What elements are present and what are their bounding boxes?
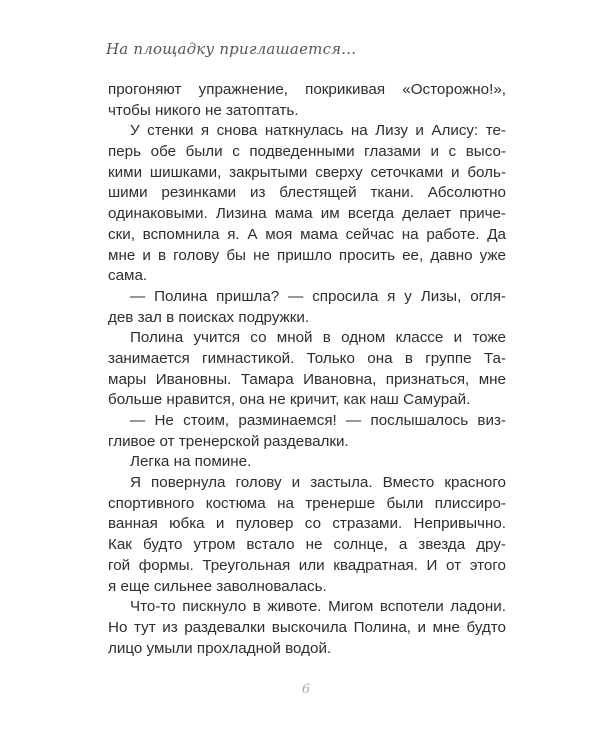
text-line: я еще сильнее заволновалась. (108, 577, 327, 595)
text-line: ски, вспомнила я. А моя мама сейчас на работе. Да (108, 225, 506, 243)
page-number: 6 (301, 682, 311, 697)
paragraph (108, 411, 506, 452)
text-line: Как будто утром встало не солнце, а звезда дру- (108, 536, 506, 554)
running-header: На площадку приглашается... (106, 40, 357, 58)
text-line: Полина учится со мной в одном классе и тоже (130, 329, 506, 347)
text-line: Я повернула голову и застыла. Вместо красного (130, 474, 506, 492)
text-line: У стенки я снова наткнулась на Лизу и Алису: те- (130, 122, 506, 140)
body-text (108, 80, 506, 659)
text-line: кими шишками, закрытыми сверху сеточками и боль- (108, 163, 506, 181)
text-line: перь обе были с подведенными глазами и с высо- (108, 143, 506, 161)
paragraph (108, 287, 506, 328)
paragraph (108, 452, 506, 473)
text-line: — Полина пришла? — спросила я у Лизы, огля- (130, 287, 506, 305)
text-line: мне и в голову бы не пришло просить ее, давно уже (108, 246, 506, 264)
text-line: больше нравится, она не кричит, как наш Самурай. (108, 391, 471, 409)
text-line: сама. (108, 267, 148, 285)
text-line: шими резинками из блестящей ткани. Абсолютно (108, 184, 506, 202)
paragraph (108, 80, 506, 121)
text-line: одинаковыми. Лизина мама им всегда делает приче- (108, 205, 506, 223)
text-line: Что-то пискнуло в животе. Мигом вспотели ладони. (130, 598, 506, 616)
paragraph (108, 121, 506, 287)
paragraph (108, 328, 506, 411)
text-line: Но тут из раздевалки выскочила Полина, и мне будто (108, 618, 506, 636)
text-line: — Не стоим, разминаемся! — послышалось виз- (130, 412, 506, 429)
text-line: гой формы. Треугольная или квадратная. И от этого (108, 556, 506, 574)
text-line: чтобы никого не затоптать. (108, 101, 299, 119)
text-line: занимается гимнастикой. Только она в группе Та- (108, 349, 506, 367)
paragraph (108, 597, 506, 659)
text-line: Легка на помине. (130, 453, 252, 471)
text-line: спортивного костюма на тренерше были плиссиро- (108, 494, 506, 512)
text-line: ванная юбка и пуловер со стразами. Непривычно. (108, 515, 506, 533)
paragraph (108, 473, 506, 597)
text-line: лицо умыли прохладной водой. (108, 639, 332, 657)
text-line: гливое от тренерской раздевалки. (108, 432, 349, 450)
text-line: дев зал в поисках подружки. (108, 308, 310, 326)
text-line: прогоняют упражнение, покрикивая «Осторожно!», (108, 81, 506, 98)
text-line: мары Ивановны. Тамара Ивановна, признаться, мне (108, 370, 506, 388)
